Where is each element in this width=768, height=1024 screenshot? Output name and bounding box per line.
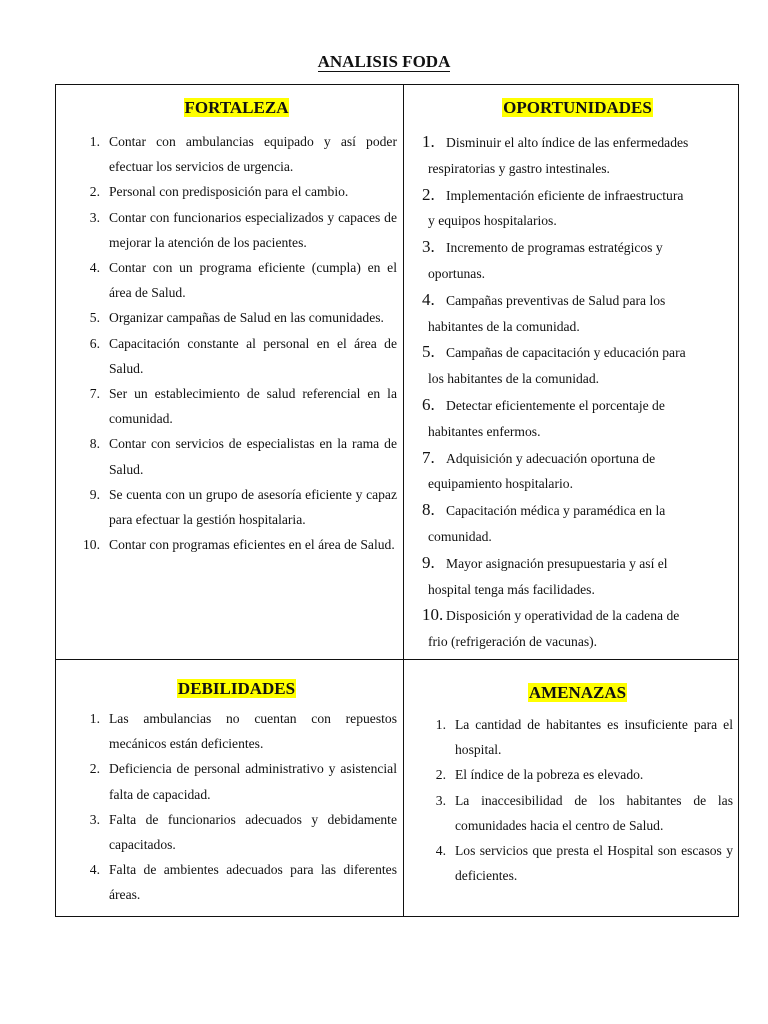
item-text: Los servicios que presta el Hospital son escasos y deficientes. (455, 843, 733, 884)
item-text-continued: hospital tenga más facilidades. (428, 581, 595, 597)
item-number: 10. (422, 605, 444, 625)
list-item (76, 532, 397, 557)
oportunidades-cell (404, 85, 739, 659)
list-item (76, 807, 397, 857)
item-text: Falta de ambientes adecuados para las diferentes áreas. (109, 862, 397, 903)
item-number: 1. (89, 134, 100, 149)
item-number: 1. (435, 717, 446, 732)
item-number: 9. (422, 552, 435, 572)
item-number: 4. (89, 862, 100, 878)
list-item (422, 788, 733, 838)
list-item (422, 129, 733, 182)
item-text: La cantidad de habitantes es insuficiente para el hospital. (455, 717, 733, 758)
list-item (76, 381, 397, 431)
item-number: 1. (422, 132, 435, 151)
item-number: 5. (89, 310, 100, 326)
list-item (76, 482, 397, 532)
item-text-continued: comunidad. (428, 528, 492, 544)
item-text: Contar con ambulancias equipado y así poder efectuar los servicios de urgencia. (109, 134, 397, 175)
item-text: Deficiencia de personal administrativo y asistencial falta de capacidad. (109, 761, 397, 802)
item-text: Personal con predisposición para el cambio. (109, 184, 349, 200)
item-text-continued: y equipos hospitalarios. (428, 213, 557, 229)
item-text-continued: los habitantes de la comunidad. (428, 371, 600, 387)
list-item (422, 392, 733, 445)
list-item (76, 706, 397, 756)
list-item (422, 602, 733, 655)
item-number: 3. (435, 792, 446, 808)
item-number: 6. (89, 335, 100, 351)
list-item (76, 255, 397, 305)
item-text: Ser un establecimiento de salud referencial en la comunidad. (109, 386, 397, 427)
item-number: 6. (422, 394, 435, 414)
item-text: Disminuir el alto índice de las enfermedades (446, 135, 689, 150)
list-item (422, 339, 733, 392)
item-text: Capacitación constante al personal en el área de Salud. (109, 335, 397, 376)
debilidades-cell (56, 660, 403, 917)
item-number: 2. (422, 184, 435, 204)
list-item (422, 550, 733, 603)
list-item (76, 857, 397, 907)
list-item (76, 331, 397, 381)
item-number: 8. (422, 500, 435, 520)
fortaleza-heading-text: FORTALEZA (184, 98, 289, 117)
item-number: 2. (435, 767, 446, 783)
item-number: 3. (89, 811, 100, 827)
list-item (76, 431, 397, 481)
item-text: Organizar campañas de Salud en las comunidades. (109, 310, 384, 326)
item-text: Incremento de programas estratégicos y (446, 240, 663, 256)
list-item (422, 712, 733, 762)
item-text: Detectar eficientemente el porcentaje de (446, 397, 665, 413)
list-item (76, 305, 397, 330)
item-text: Campañas preventivas de Salud para los (446, 292, 666, 308)
item-text-continued: respiratorias y gastro intestinales. (428, 160, 610, 176)
list-item (422, 838, 733, 888)
item-text: Adquisición y adecuación oportuna de (446, 450, 656, 466)
list-item (422, 497, 733, 550)
item-number: 2. (89, 184, 100, 200)
amenazas-heading-text: AMENAZAS (528, 683, 627, 702)
debilidades-heading (76, 678, 397, 700)
debilidades-heading-text: DEBILIDADES (177, 679, 296, 698)
list-item (76, 129, 397, 179)
list-item (422, 762, 733, 787)
item-number: 3. (89, 209, 100, 225)
foda-table (55, 84, 739, 917)
item-number: 3. (422, 237, 435, 257)
amenazas-list (422, 712, 733, 888)
list-item (422, 445, 733, 498)
item-number: 4. (435, 843, 446, 859)
oportunidades-heading (422, 97, 733, 119)
item-text-continued: habitantes de la comunidad. (428, 318, 580, 334)
oportunidades-heading-text: OPORTUNIDADES (503, 98, 652, 117)
item-number: 4. (422, 289, 435, 309)
list-item (422, 287, 733, 340)
list-item (422, 182, 733, 235)
item-text: Implementación eficiente de infraestructura (446, 187, 684, 203)
item-text: La inaccesibilidad de los habitantes de las comunidades hacia el centro de Salud. (455, 792, 733, 833)
fortaleza-list (76, 129, 397, 557)
document-title-text: ANALISIS FODA (317, 52, 451, 71)
fortaleza-cell (56, 85, 403, 659)
list-item (76, 756, 397, 806)
item-text: Contar con servicios de especialistas en la rama de Salud. (109, 436, 397, 477)
item-number: 4. (89, 260, 100, 276)
item-text-continued: frio (refrigeración de vacunas). (428, 634, 598, 650)
item-number: 8. (89, 436, 100, 452)
item-number: 1. (89, 711, 100, 726)
list-item (422, 234, 733, 287)
item-text: Falta de funcionarios adecuados y debidamente capacitados. (109, 811, 397, 853)
item-text-continued: habitantes enfermos. (428, 423, 541, 439)
list-item (76, 205, 397, 255)
item-text: Mayor asignación presupuestaria y así el (446, 555, 668, 571)
item-text: Capacitación médica y paramédica en la (446, 503, 666, 519)
amenazas-cell (404, 660, 739, 917)
debilidades-list (76, 706, 397, 908)
item-text: El índice de la pobreza es elevado. (455, 767, 644, 783)
oportunidades-list (422, 129, 733, 655)
item-text: Contar con programas eficientes en el área de Salud. (109, 537, 395, 553)
item-text: Las ambulancias no cuentan con repuestos mecánicos están deficientes. (109, 711, 397, 752)
item-number: 7. (89, 386, 100, 402)
document-title (0, 50, 768, 74)
item-number: 9. (89, 486, 100, 502)
item-text: Disposición y operatividad de la cadena de (446, 608, 680, 624)
item-number: 7. (422, 447, 435, 467)
item-text: Campañas de capacitación y educación para (446, 345, 686, 361)
item-text: Se cuenta con un grupo de asesoría eficiente y capaz para efectuar la gestión hospitalaria. (109, 486, 397, 528)
item-text-continued: equipamiento hospitalario. (428, 476, 573, 492)
item-text-continued: oportunas. (428, 265, 486, 281)
item-number: 2. (89, 761, 100, 777)
item-number: 10. (83, 537, 100, 553)
item-number: 5. (422, 342, 435, 362)
fortaleza-heading (76, 97, 397, 119)
list-item (76, 179, 397, 204)
item-text: Contar con un programa eficiente (cumpla) en el área de Salud. (109, 260, 397, 301)
amenazas-heading (422, 682, 733, 704)
item-text: Contar con funcionarios especializados y capaces de mejorar la atención de los pacientes. (109, 209, 397, 250)
